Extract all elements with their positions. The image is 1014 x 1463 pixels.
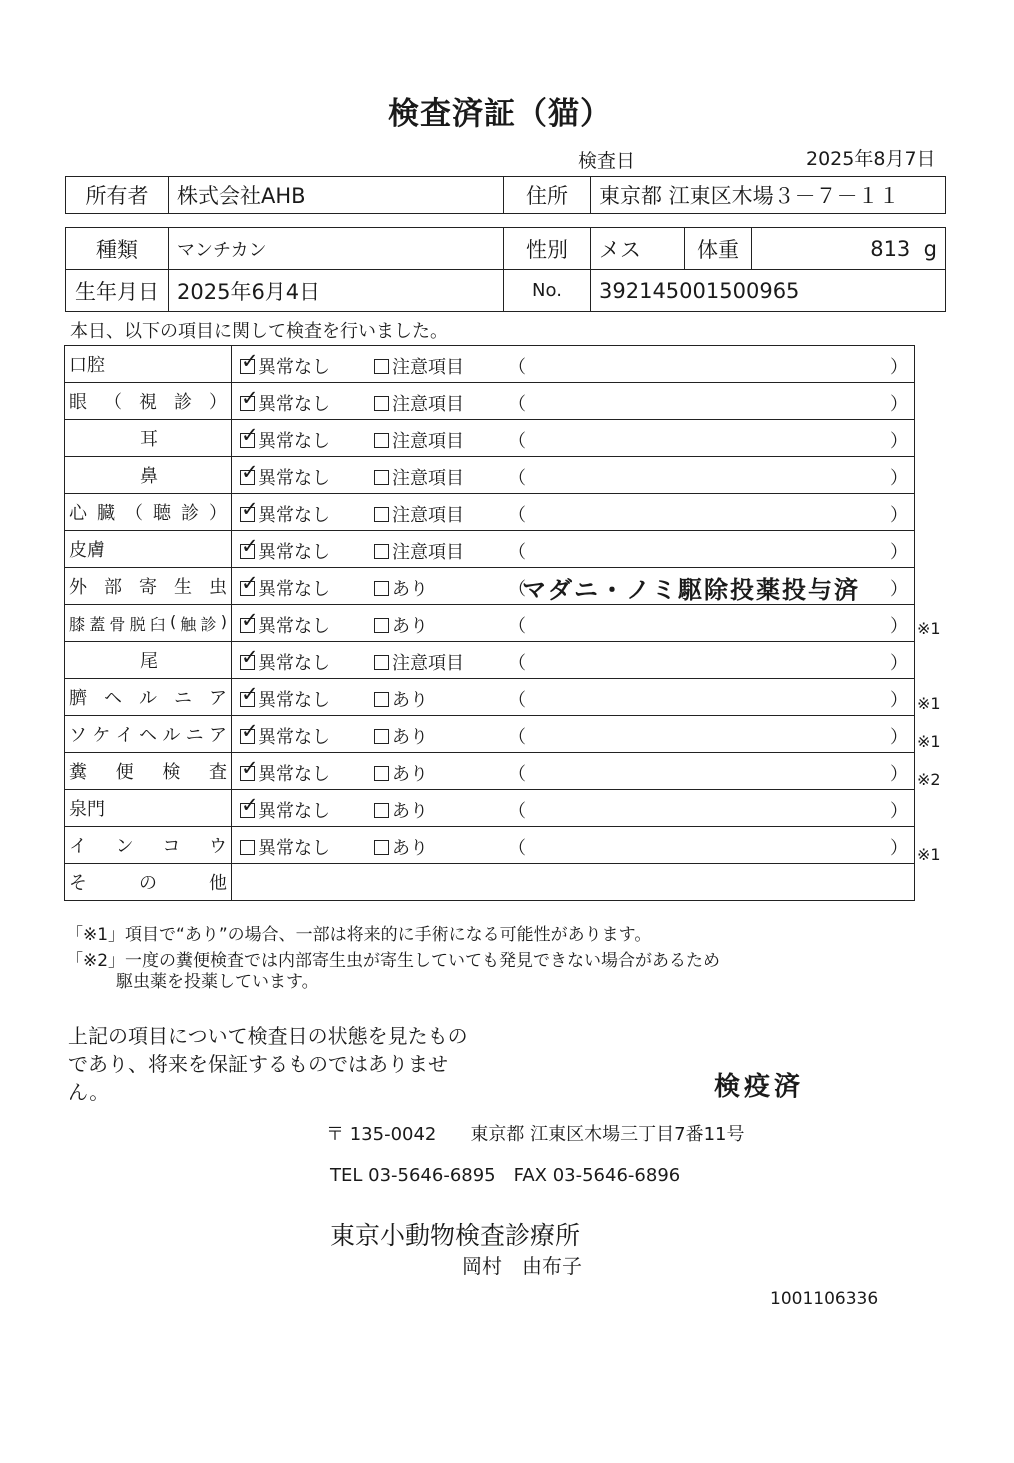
finding-label: あり [392, 727, 428, 748]
checkbox [374, 692, 389, 707]
other-label: そ の 他 [69, 873, 227, 894]
item-name-cell [65, 494, 232, 531]
item-result-cell [232, 531, 915, 568]
item-result-cell [232, 494, 915, 531]
no-abnormality-option [240, 460, 330, 490]
item-name [65, 499, 231, 525]
right-paren: ） [890, 431, 908, 452]
left-paren: （ [508, 357, 526, 378]
right-paren: ） [890, 690, 908, 711]
no-abnormality-option [240, 834, 330, 860]
no-abnormality-option [240, 756, 330, 786]
inspection-row [65, 494, 915, 531]
no-abnormality-option [240, 719, 330, 749]
checkbox [374, 507, 389, 522]
item-name-text: ソ ケ イ ヘ ル ニ ア [69, 725, 227, 746]
item-name [65, 425, 231, 451]
checkbox [374, 396, 389, 411]
item-result-cell [232, 753, 915, 790]
no-abnormality-label: 異常なし [258, 764, 330, 785]
no-abnormality-option [240, 608, 330, 638]
no-abnormality-option [240, 571, 330, 601]
item-name-cell [65, 790, 232, 827]
right-paren: ） [890, 838, 908, 859]
left-paren: （ [508, 542, 526, 563]
inspection-row [65, 753, 915, 790]
intro-text: 本日、以下の項目に関して検査を行いました。 [70, 321, 448, 342]
finding-label: あり [392, 838, 428, 859]
finding-label: あり [392, 690, 428, 711]
checkbox [240, 571, 259, 596]
item-result-cell [232, 457, 915, 494]
document-number: 1001106336 [770, 1289, 879, 1309]
checkbox [240, 497, 259, 522]
checkbox [240, 719, 259, 744]
item-result-cell [232, 568, 915, 605]
no-abnormality-option [240, 386, 330, 416]
no-abnormality-option [240, 497, 330, 527]
no-abnormality-option [240, 682, 330, 712]
checkbox [374, 840, 389, 855]
checkbox [240, 386, 259, 411]
no-abnormality-label: 異常なし [258, 505, 330, 526]
item-name-cell [65, 457, 232, 494]
checkbox [374, 581, 389, 596]
breed-label: 種類 [66, 228, 169, 270]
finding-option [374, 834, 428, 860]
item-name [65, 388, 231, 414]
finding-option [374, 575, 428, 601]
inspection-row [65, 420, 915, 457]
finding-option [374, 760, 428, 786]
item-name-text: 泉門 [69, 799, 105, 820]
right-paren: ） [890, 394, 908, 415]
check-mark-icon: ✓ [241, 571, 259, 595]
no-abnormality-label: 異常なし [258, 727, 330, 748]
footnote-2-cont: 駆虫薬を投薬しています。 [116, 972, 319, 992]
item-name-cell [65, 383, 232, 420]
item-name-cell [65, 346, 232, 383]
finding-option [374, 686, 428, 712]
item-result-cell [232, 790, 915, 827]
checkbox [240, 645, 259, 670]
item-name [65, 795, 231, 821]
item-name-text: 外 部 寄 生 虫 [69, 577, 227, 598]
finding-label: あり [392, 616, 428, 637]
finding-option [374, 649, 464, 675]
checkbox [374, 433, 389, 448]
pet-table [65, 227, 946, 312]
no-abnormality-label: 異常なし [258, 653, 330, 674]
no-abnormality-label: 異常なし [258, 801, 330, 822]
owner-label: 所有者 [66, 177, 169, 214]
inspection-row [65, 383, 915, 420]
check-mark-icon: ✓ [241, 608, 259, 632]
checkbox [240, 349, 259, 374]
no-abnormality-label: 異常なし [258, 431, 330, 452]
no-abnormality-option [240, 423, 330, 453]
no-abnormality-label: 異常なし [258, 357, 330, 378]
remark-text: マダニ・ノミ駆除投薬投与済 [522, 576, 860, 604]
checkbox [374, 544, 389, 559]
check-mark-icon: ✓ [241, 793, 259, 817]
footnote-marker: ※1 [917, 845, 941, 865]
item-result-cell [232, 605, 915, 642]
owner-value: 株式会社AHB [169, 177, 504, 214]
check-mark-icon: ✓ [241, 645, 259, 669]
item-name-cell [65, 420, 232, 457]
checkbox [240, 840, 255, 855]
checkbox [240, 460, 259, 485]
check-mark-icon: ✓ [241, 423, 259, 447]
item-name-text: 眼 （ 視 診 ） [69, 392, 227, 413]
item-name [65, 684, 231, 710]
inspection-row [65, 827, 915, 864]
finding-option [374, 464, 464, 490]
weight-value: 813 [870, 236, 911, 261]
item-name [65, 351, 231, 377]
fax: FAX 03-5646-6896 [513, 1165, 681, 1186]
item-name [65, 721, 231, 747]
right-paren: ） [890, 764, 908, 785]
weight-cell [752, 228, 946, 270]
finding-option [374, 612, 428, 638]
clinic-address-line [326, 1120, 744, 1146]
finding-option [374, 797, 428, 823]
item-name [65, 758, 231, 784]
item-name-cell [65, 531, 232, 568]
breed-value: マンチカン [169, 228, 504, 270]
left-paren: （ [508, 431, 526, 452]
item-name [65, 832, 231, 858]
item-name [65, 536, 231, 562]
checkbox [240, 534, 259, 559]
item-name-cell [65, 716, 232, 753]
footnote-marker: ※1 [917, 618, 941, 638]
other-label-cell [65, 864, 232, 901]
finding-option [374, 353, 464, 379]
item-name-cell [65, 605, 232, 642]
no-abnormality-label: 異常なし [258, 542, 330, 563]
inspection-table [64, 345, 915, 901]
left-paren: （ [508, 616, 526, 637]
no-abnormality-option [240, 534, 330, 564]
right-paren: ） [890, 616, 908, 637]
item-result-cell [232, 346, 915, 383]
finding-option [374, 427, 464, 453]
item-result-cell [232, 383, 915, 420]
inspection-row [65, 568, 915, 605]
footnote-marker: ※2 [917, 769, 941, 789]
no-abnormality-label: 異常なし [258, 579, 330, 600]
inspection-row [65, 346, 915, 383]
check-mark-icon: ✓ [241, 756, 259, 780]
item-name-cell [65, 642, 232, 679]
footnote-1: 「※1」項目で“あり”の場合、一部は将来的に手術になる可能性があります。 [66, 925, 652, 945]
item-name [65, 647, 231, 673]
finding-option [374, 501, 464, 527]
number-label: No. [504, 270, 591, 312]
address-label: 住所 [504, 177, 591, 214]
no-abnormality-option [240, 349, 330, 379]
check-mark-icon: ✓ [241, 497, 259, 521]
check-mark-icon: ✓ [241, 719, 259, 743]
item-name-text: 尾 [140, 651, 158, 672]
footnote-marker: ※1 [917, 694, 941, 714]
clinic-phone-line [330, 1165, 680, 1186]
item-result-cell [232, 827, 915, 864]
inspection-row [65, 457, 915, 494]
checkbox [374, 803, 389, 818]
disclaimer: 上記の項目について検査日の状態を見たものであり、将来を保証するものではありません。 [68, 1024, 468, 1104]
item-name-text: 心 臓 （ 聴 診 ） [69, 503, 227, 524]
inspection-row [65, 716, 915, 753]
checkbox [374, 655, 389, 670]
clinic-name: 東京小動物検査診療所 [330, 1221, 581, 1250]
right-paren: ） [890, 505, 908, 526]
item-name-cell [65, 568, 232, 605]
item-name-cell [65, 753, 232, 790]
right-paren: ） [890, 653, 908, 674]
inspection-row [65, 531, 915, 568]
left-paren: （ [508, 394, 526, 415]
item-name-text: 口腔 [69, 355, 105, 376]
sex-label: 性別 [504, 228, 591, 270]
item-result-cell [232, 642, 915, 679]
address-value: 東京都 江東区木場３－７－１１ [591, 177, 946, 214]
left-paren: （ [508, 579, 526, 600]
check-mark-icon: ✓ [241, 349, 259, 373]
exam-date: 2025年8月7日 [806, 148, 936, 170]
item-result-cell [232, 679, 915, 716]
check-mark-icon: ✓ [241, 534, 259, 558]
footnote-2: 「※2」一度の糞便検査では内部寄生虫が寄生していても発見できない場合があるため [66, 951, 721, 971]
inspection-row [65, 790, 915, 827]
footnote-marker: ※1 [917, 732, 941, 751]
weight-unit: g [923, 236, 937, 261]
item-name-cell [65, 827, 232, 864]
finding-label: 注意項目 [392, 653, 464, 674]
right-paren: ） [890, 468, 908, 489]
no-abnormality-label: 異常なし [258, 838, 330, 859]
inspection-row-other [65, 864, 915, 901]
inspection-row [65, 642, 915, 679]
no-abnormality-label: 異常なし [258, 394, 330, 415]
no-abnormality-label: 異常なし [258, 616, 330, 637]
no-abnormality-option [240, 793, 330, 823]
finding-label: 注意項目 [392, 394, 464, 415]
right-paren: ） [890, 727, 908, 748]
no-abnormality-label: 異常なし [258, 690, 330, 711]
right-paren: ） [890, 542, 908, 563]
no-abnormality-label: 異常なし [258, 468, 330, 489]
checkbox [374, 729, 389, 744]
postal-code: 〒 135-0042 [326, 1124, 437, 1145]
left-paren: （ [508, 838, 526, 859]
item-name-text: 皮膚 [69, 540, 105, 561]
finding-option [374, 538, 464, 564]
checkbox [240, 608, 259, 633]
item-result-cell [232, 420, 915, 457]
right-paren: ） [890, 579, 908, 600]
left-paren: （ [508, 505, 526, 526]
no-abnormality-option [240, 645, 330, 675]
finding-label: あり [392, 801, 428, 822]
checkbox [240, 793, 259, 818]
item-name-text: 鼻 [140, 466, 158, 487]
left-paren: （ [508, 468, 526, 489]
inspection-row [65, 679, 915, 716]
right-paren: ） [890, 801, 908, 822]
sex-value: メス [591, 228, 685, 270]
item-name-text: 耳 [140, 429, 158, 450]
item-name [65, 462, 231, 488]
finding-option [374, 390, 464, 416]
other-value-cell [232, 864, 915, 901]
item-result-cell [232, 716, 915, 753]
item-name-text: 臍 ヘ ル ニ ア [69, 688, 227, 709]
page-title: 検査済証（猫） [388, 96, 612, 132]
check-mark-icon: ✓ [241, 460, 259, 484]
finding-label: あり [392, 764, 428, 785]
finding-label: あり [392, 579, 428, 600]
weight-label: 体重 [685, 228, 752, 270]
item-name-cell [65, 679, 232, 716]
finding-label: 注意項目 [392, 505, 464, 526]
clinic-person: 岡村 由布子 [462, 1254, 582, 1278]
quarantine-stamp: 検疫済 [714, 1072, 805, 1102]
checkbox [374, 766, 389, 781]
item-name-text: イ ン コ ウ [69, 836, 227, 857]
left-paren: （ [508, 727, 526, 748]
right-paren: ） [890, 357, 908, 378]
check-mark-icon: ✓ [241, 682, 259, 706]
birth-value: 2025年6月4日 [169, 270, 504, 312]
inspection-row [65, 605, 915, 642]
checkbox [240, 682, 259, 707]
checkbox [240, 423, 259, 448]
tel: TEL 03-5646-6895 [330, 1165, 496, 1186]
left-paren: （ [508, 690, 526, 711]
exam-date-label: 検査日 [578, 150, 636, 172]
checkbox [240, 756, 259, 781]
item-name [65, 612, 231, 635]
clinic-address: 東京都 江東区木場三丁目7番11号 [470, 1124, 745, 1145]
left-paren: （ [508, 764, 526, 785]
birth-label: 生年月日 [66, 270, 169, 312]
number-value: 392145001500965 [591, 270, 946, 312]
finding-option [374, 723, 428, 749]
checkbox [374, 359, 389, 374]
checkbox [374, 618, 389, 633]
item-name-text: 膝 蓋 骨 脱 臼 ( 触 診 ) [69, 611, 227, 634]
left-paren: （ [508, 653, 526, 674]
item-name [65, 573, 231, 599]
check-mark-icon: ✓ [241, 386, 259, 410]
checkbox [374, 470, 389, 485]
owner-table [65, 176, 946, 214]
left-paren: （ [508, 801, 526, 822]
finding-label: 注意項目 [392, 468, 464, 489]
item-name-text: 糞 便 検 査 [69, 762, 227, 783]
finding-label: 注意項目 [392, 357, 464, 378]
finding-label: 注意項目 [392, 542, 464, 563]
finding-label: 注意項目 [392, 431, 464, 452]
